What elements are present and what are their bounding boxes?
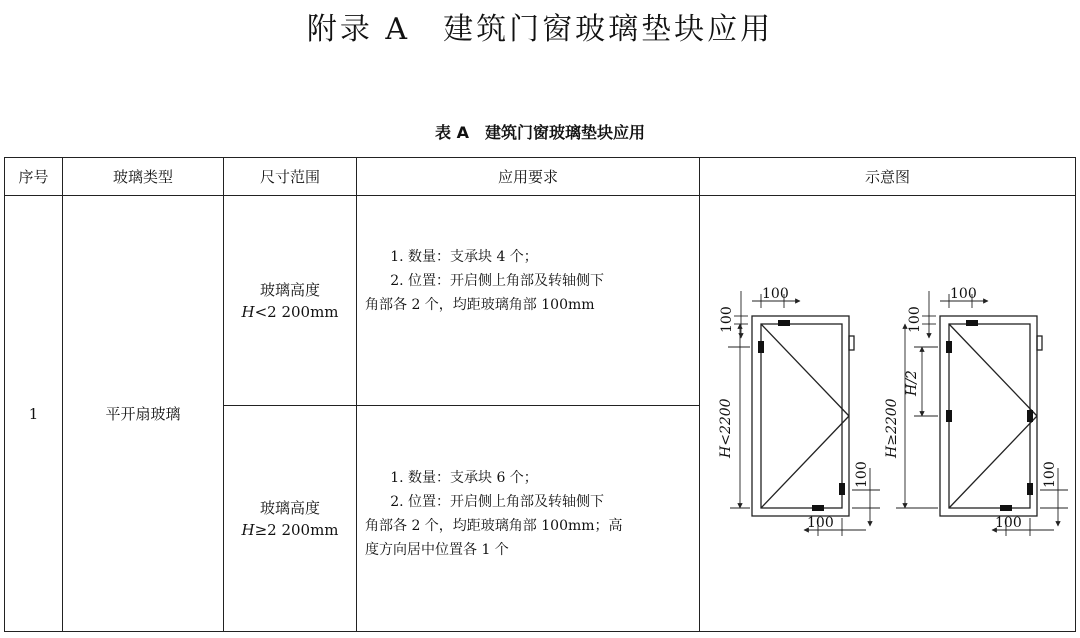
dim-label: 100 — [995, 515, 1022, 531]
left-setting-blocks — [758, 320, 845, 511]
req-line: 2. 位置：开启侧上角部及转轴侧下 — [390, 493, 604, 510]
setting-block — [758, 341, 764, 353]
requirements-cell-2 — [356, 405, 700, 632]
row-seq: 1 — [4, 195, 63, 632]
header-size-range: 尺寸范围 — [223, 157, 357, 196]
appendix-title: 附录 A 建筑门窗玻璃垫块应用 — [306, 12, 774, 47]
setting-block — [778, 320, 790, 326]
dim-label: 100 — [762, 286, 789, 302]
dim-label: 100 — [1042, 461, 1058, 488]
left-dimension-lines — [728, 291, 880, 536]
req-line: 角部各 2 个，均距玻璃角部 100mm — [365, 296, 595, 313]
req-line: 1. 数量：支承块 4 个； — [390, 248, 538, 265]
glass-pane — [761, 324, 842, 508]
setting-block — [966, 320, 978, 326]
size-range-cell-1 — [223, 195, 357, 406]
half-height-label: H/2 — [904, 370, 920, 396]
handle — [849, 336, 854, 350]
header-seq: 序号 — [4, 157, 63, 196]
setting-block — [1000, 505, 1012, 511]
size-range-cell-2 — [223, 405, 357, 632]
glass-pane — [949, 324, 1030, 508]
right-setting-blocks — [946, 320, 1033, 511]
sash-outer-frame — [940, 316, 1037, 516]
setting-block-diagram — [700, 196, 1075, 631]
size-label: 玻璃高度 — [259, 498, 320, 517]
size-condition: H<2 200mm — [241, 302, 339, 321]
table-caption: 表 A 建筑门窗玻璃垫块应用 — [435, 123, 645, 142]
dim-label: 100 — [854, 461, 870, 488]
dim-label: 100 — [807, 515, 834, 531]
header-glass-type: 玻璃类型 — [62, 157, 224, 196]
sash-outer-frame — [752, 316, 849, 516]
setting-block — [812, 505, 824, 511]
setting-block — [946, 341, 952, 353]
dim-label: 100 — [907, 306, 923, 333]
opening-line — [761, 416, 849, 508]
header-diagram: 示意图 — [699, 157, 1076, 196]
dim-label: 100 — [950, 286, 977, 302]
height-label: H≥2200 — [884, 398, 900, 458]
req-line: 度方向居中位置各 1 个 — [365, 541, 509, 558]
req-line: 角部各 2 个，均距玻璃角部 100mm；高 — [365, 517, 623, 534]
dim-label: 100 — [719, 306, 735, 333]
setting-block — [1027, 410, 1033, 422]
diagram-right — [940, 316, 1042, 516]
opening-line — [949, 324, 1037, 416]
handle — [1037, 336, 1042, 350]
glass-setting-block-table — [4, 157, 1076, 632]
req-line: 1. 数量：支承块 6 个； — [390, 469, 538, 486]
opening-line — [949, 416, 1037, 508]
size-label: 玻璃高度 — [259, 280, 320, 299]
row-glass-type: 平开扇玻璃 — [62, 195, 224, 632]
req-line: 2. 位置：开启侧上角部及转轴侧下 — [390, 272, 604, 289]
setting-block — [1027, 483, 1033, 495]
header-requirements: 应用要求 — [356, 157, 700, 196]
diagram-left — [752, 316, 854, 516]
size-condition: H≥2 200mm — [241, 520, 339, 539]
height-label: H<2200 — [718, 398, 734, 458]
diagram-cell — [699, 195, 1076, 632]
setting-block — [839, 483, 845, 495]
requirements-cell-1 — [356, 195, 700, 406]
setting-block — [946, 410, 952, 422]
opening-line — [761, 324, 849, 416]
